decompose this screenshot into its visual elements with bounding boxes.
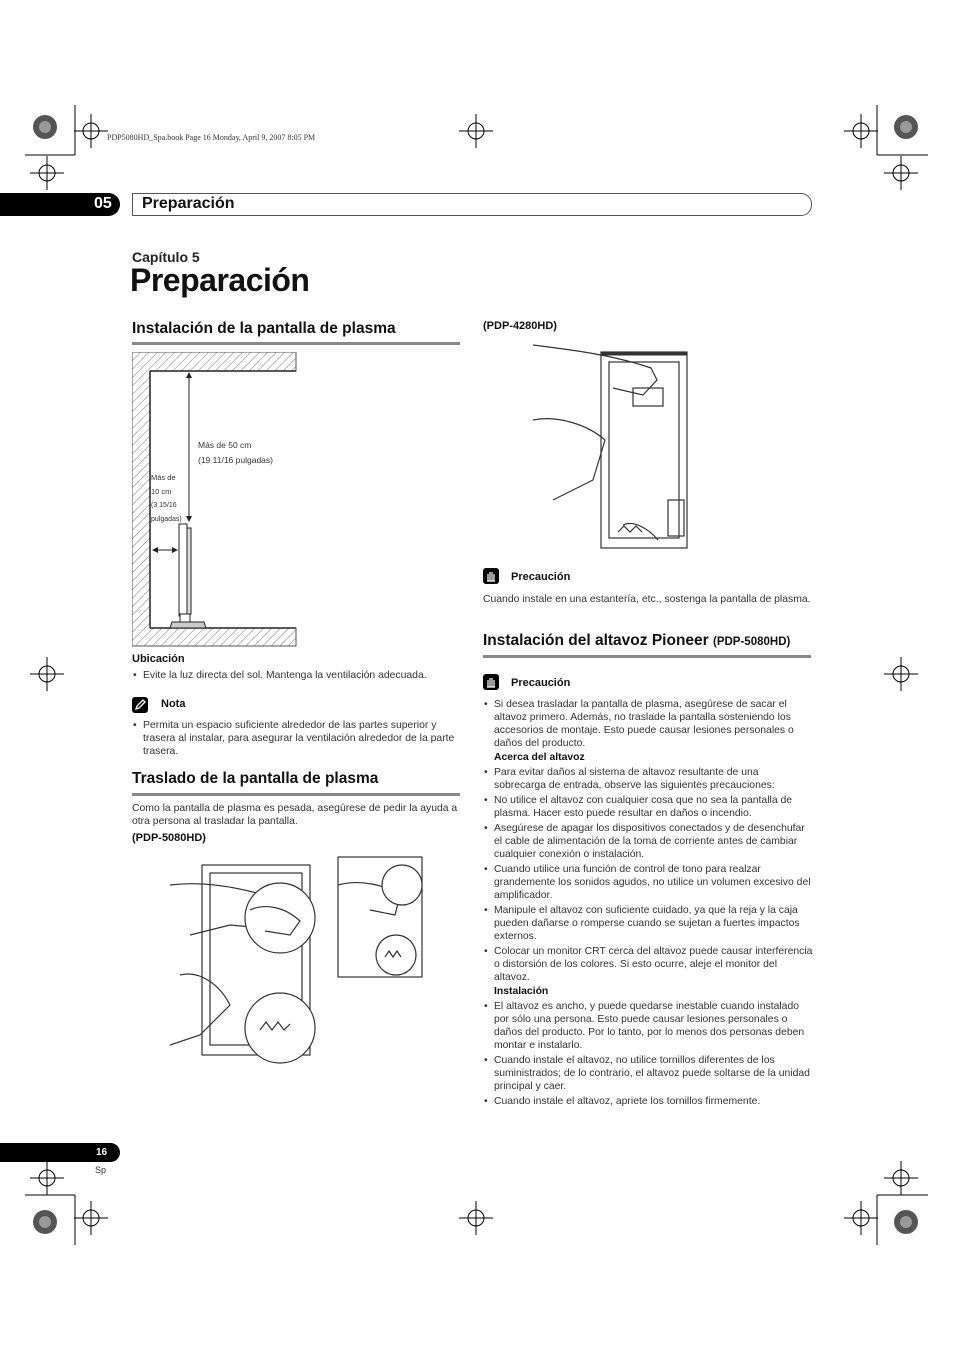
speaker-heading-text: Instalación del altavoz Pioneer [483, 632, 709, 649]
cautions-list-c [483, 1000, 813, 1108]
label-10cm-b: 10 cm [151, 487, 172, 496]
label-10cm-c: (3 15/16 [151, 502, 177, 509]
list-item: • Asegúrese de apagar los dispositivos conectados y de desenchufar el cable de alimentación de la toma de corriente antes de cambiar cualquier conexión o instalación. [483, 822, 813, 861]
caution-icon [483, 568, 499, 584]
cautions-list-a [483, 698, 813, 750]
list-item: • No utilice el altavoz con cualquier cosa que no sea la pantalla de plasma. Hacer esto puede resultar en daños o incendio. [483, 794, 813, 820]
instalacion-label: Instalación [494, 986, 549, 997]
list-item: • Si desea trasladar la pantalla de plasma, asegúrese de sacar el altavoz primero. Además, no traslade la pantalla sosteniendo los accesorios de montaje. Esto puede causar lesiones personales o daños del producto. [483, 698, 813, 750]
ubicacion-list [132, 669, 462, 684]
section-rule [132, 793, 460, 796]
label-10cm-a: Más de [151, 473, 176, 482]
carrying-illustration-5080 [170, 855, 435, 1070]
section-rule [132, 342, 460, 345]
list-item: • Cuando instale el altavoz, apriete los tornillos firmemente. [483, 1095, 813, 1108]
cautions-list-b [483, 766, 813, 984]
acerca-label: Acerca del altavoz [494, 752, 585, 763]
page-number: 16 [96, 1147, 108, 1158]
speaker-cautions [483, 698, 813, 1110]
precaucion2-label: Precaución [511, 677, 571, 689]
list-item: • Para evitar daños al sistema de altavoz resultante de una sobrecarga de entrada, observe las siguientes precauciones: [483, 766, 813, 792]
crosshair-top-center [459, 114, 493, 148]
caution-icon [483, 674, 499, 690]
model-5080-label: (PDP-5080HD) [132, 832, 206, 844]
label-10cm-d: pulgadas) [151, 516, 182, 523]
traslado-heading: Traslado de la pantalla de plasma [132, 770, 379, 787]
color-target-bottom-left [33, 1210, 57, 1234]
section-rule [483, 655, 811, 658]
color-target-top-right [894, 115, 918, 139]
speaker-heading-model: (PDP-5080HD) [713, 636, 791, 648]
crosshair-top-right [844, 114, 878, 148]
list-item: • Evite la luz directa del sol. Mantenga la ventilación adecuada. [132, 669, 462, 682]
list-item: • Colocar un monitor CRT cerca del altavoz puede causar interferencia o distorsión de los colores. Si esto ocurre, aleje el monitor del altavoz. [483, 945, 813, 984]
model-4280-label: (PDP-4280HD) [483, 320, 557, 332]
list-item: • Permita un espacio suficiente alrededor de las partes superior y trasera al instalar, para asegurar la ventilación alrededor de la parte trasera. [132, 719, 462, 758]
print-header: PDP5080HD_Spa.book Page 16 Monday, April 9, 2007 8:05 PM [107, 133, 316, 142]
nota-list [132, 719, 462, 760]
carrying-illustration-4280 [533, 340, 691, 552]
list-item: • El altavoz es ancho, y puede quedarse inestable cuando instalado por sólo una persona. Esto puede causar lesiones personales o daños del producto. Por lo tanto, por lo menos dos personas deben montar e instalarlo. [483, 1000, 813, 1052]
precaucion-label: Precaución [511, 571, 571, 583]
color-target-top-left [33, 115, 57, 139]
speaker-heading [483, 632, 790, 650]
chapter-label: Capítulo 5 [132, 249, 200, 265]
list-item: • Manipule el altavoz con suficiente cuidado, ya que la reja y la caja pueden dañarse o romperse cuando se sujetan a fuertes impactos externos. [483, 904, 813, 943]
page-title: Preparación [130, 262, 310, 298]
ubicacion-label: Ubicación [132, 653, 185, 665]
chapter-number: 05 [94, 195, 112, 212]
precaucion-text: Cuando instale en una estantería, etc., sostenga la pantalla de plasma. [483, 594, 811, 605]
traslado-text: Como la pantalla de plasma es pesada, asegúrese de pedir la ayuda a otra persona al trasladar la pantalla. [132, 803, 458, 827]
install-heading: Instalación de la pantalla de plasma [132, 320, 396, 337]
list-item: • Cuando instale el altavoz, no utilice tornillos diferentes de los suministrados; de lo contrario, el altavoz puede soltarse de la unidad principal y caer. [483, 1054, 813, 1093]
page-language: Sp [95, 1165, 107, 1175]
chapter-title: Preparación [142, 195, 235, 212]
color-target-bottom-right [894, 1210, 918, 1234]
nota-label: Nota [161, 698, 186, 710]
note-icon [132, 697, 148, 713]
label-50cm: Más de 50 cm [198, 440, 252, 450]
list-item: • Cuando utilice una función de control de tono para realzar grandemente los sonidos agudos, no utilice un volumen excesivo del amplificador. [483, 863, 813, 902]
label-50cm-inches: (19 11/16 pulgadas) [198, 455, 273, 465]
crosshair-top-left [74, 114, 108, 148]
